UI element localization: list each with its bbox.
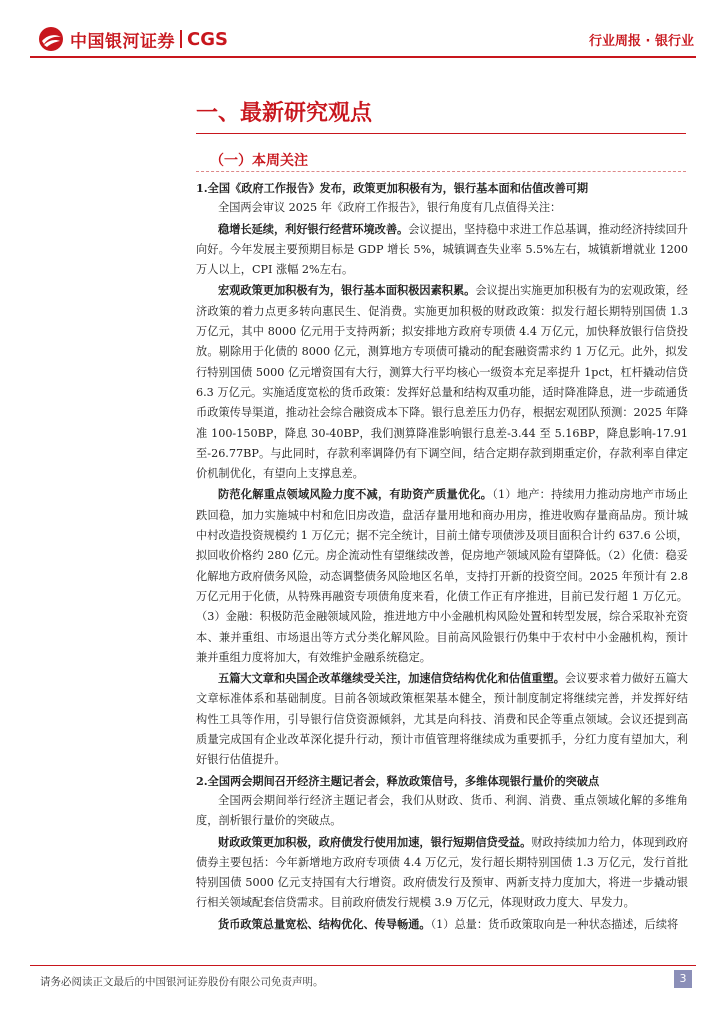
paragraph-lead: 防范化解重点领域风险力度不减，有助资产质量优化。 (218, 487, 493, 502)
paragraph-text: 财政持续加力给力，体现到政府债券主要包括：今年新增地方政府专项债 4.4 万亿元，发行超长期特别国债 1.3 万亿元，发行首批特别国债 5000 亿元支持国有大行增资。政府债发行及预审、两新支持力度加大，将进一步撬动银行相关领域配套信贷需求。目前政府债发行规模 3.9 万亿元，体现财政力度大、早发力。 (196, 835, 688, 910)
subsection-title: （一）本周关注 (210, 153, 308, 169)
report-type: 行业周报 · 银行业 (589, 34, 694, 49)
paragraph-text: 会议要求着力做好五篇大文章标准体系和基础制度。目前各领域政策框架基本健全，预计制度制定将继续完善，并发挥好结构性工具等作用，引导银行信贷资源倾斜，尤其是向科技、消费和民企等重点领域。会议还提到高质量完成国有企业改革深化提升行动，预计市值管理将继续成为重要抓手，分红力度有望加大，利好银行估值提升。 (196, 672, 688, 767)
section-title: 一、最新研究观点 (196, 100, 373, 126)
galaxy-logo-icon (38, 26, 64, 52)
brand-logo (38, 26, 228, 52)
subsection-divider (196, 171, 686, 173)
paragraph-text: 会议提出实施更加积极有为的宏观政策，经济政策的着力点更多转向惠民生、促消费。实施更加积极的财政政策：拟发行超长期特别国债 1.3 万亿元，其中 8000 亿元用于支持两新；拟安排地方政府专项债 4.4 万亿元，加快释放银行信贷投放。剔除用于化债的 8000 亿元，测算地方专项债可撬动的配套融资需求约 1 万亿元。此外，拟发行特别国债 5000 亿元增资国有大行，测算大行平均核心一级资本充足率提升 1pct，杠杆撬动信贷 6.3 万亿元。实施适度宽松的货币政策：发挥好总量和结构双重功能，适时降准降息，进一步疏通货币政策传导渠道，推动社会综合融资成本下降。银行息差压力仍存，根据宏观团队预测：2025 年降准 100-150BP，降息 30-40BP，我们测算降准影响银行息差-3.44 至 5.16BP，降息影响-17.91 至-26.77BP。与此同时，存款利率调降仍有下调空间，结合定期存款到期重定价，存款利率自律定价机制优化，有望向上支撑息差。 (196, 284, 688, 481)
body-paragraph (196, 198, 688, 218)
paragraph-lead: 稳增长延续，利好银行经营环境改善。 (218, 221, 409, 236)
footer-divider (30, 965, 696, 966)
paragraph-lead: 货币政策总量宽松、结构优化、传导畅通。 (218, 916, 431, 931)
brand-separator (180, 30, 182, 48)
paragraph-heading: 2.全国两会期间召开经济主题记者会，释放政策信号，多维体现银行量价的突破点 (196, 773, 600, 788)
paragraph-lead: 宏观政策更加积极有为，银行基本面积极因素积累。 (218, 283, 476, 298)
paragraph-text: 会议提出，坚持稳中求进工作总基调，推动经济持续回升向好。今年发展主要预期目标是 GDP 增长 5%，城镇调查失业率 5.5%左右，城镇新增就业 1200 万人以上，CPI 涨幅 2%左右。 (196, 222, 688, 277)
section-divider (196, 133, 686, 134)
paragraph-lead: 五篇大文章和央国企改革继续受关注，加速信贷结构优化和估值重塑。 (218, 671, 565, 686)
footer-disclaimer: 请务必阅读正文最后的中国银河证券股份有限公司免责声明。 (40, 976, 324, 988)
brand-name-cn: 中国银河证券 (70, 31, 175, 52)
header-divider (30, 56, 696, 58)
article-body (196, 178, 688, 935)
page-header (0, 0, 724, 62)
body-paragraph (196, 832, 688, 914)
paragraph-text: （1）地产：持续用力推动房地产市场止跌回稳，加力实施城中村和危旧房改造，盘活存量用地和商办用房，推进收购存量商品房。预计城中村改造投资规模约 1 万亿元；据不完全统计，目前土储专项债涉及项目面积合计约 637.6 公顷，拟回收价格约 280 亿元。房企流动性有望继续改善，促房地产领域风险有望降低。（2）化债：稳妥化解地方政府债务风险，动态调整债务风险地区名单，支持打开新的投资空间。2025 年预计有 2.8 万亿元用于化债，从特殊再融资专项债角度来看，化债工作正有序推进，目前已发行超 1 万亿元。（3）金融：积极防范金融领域风险，推进地方中小金融机构风险处置和转型发展，综合采取补充资本、兼并重组、市场退出等方式分类化解风险。目前高风险银行仍集中于农村中小金融机构，预计兼并重组力度将加大，有效维护金融系统稳定。 (196, 488, 688, 664)
paragraph-text: （1）总量：货币政策取向是一种状态描述，后续将 (430, 917, 679, 931)
paragraph-text: 全国两会审议 2025 年《政府工作报告》，银行角度有几点值得关注： (218, 201, 562, 215)
paragraph-text: 全国两会期间举行经济主题记者会，我们从财政、货币、利润、消费、重点领域化解的多维角度，剖析银行量价的突破点。 (196, 793, 688, 828)
paragraph-lead: 财政政策更加积极，政府债发行使用加速，银行短期信贷受益。 (218, 834, 532, 849)
body-paragraph (196, 484, 688, 668)
body-paragraph (196, 219, 688, 281)
page-number: 3 (674, 970, 692, 988)
brand-name-en: CGS (187, 28, 228, 50)
body-paragraph (196, 791, 688, 832)
body-paragraph (196, 914, 688, 935)
body-paragraph (196, 668, 688, 770)
paragraph-heading: 1.全国《政府工作报告》发布，政策更加积极有为，银行基本面和估值改善可期 (196, 181, 589, 195)
body-paragraph (196, 280, 688, 484)
